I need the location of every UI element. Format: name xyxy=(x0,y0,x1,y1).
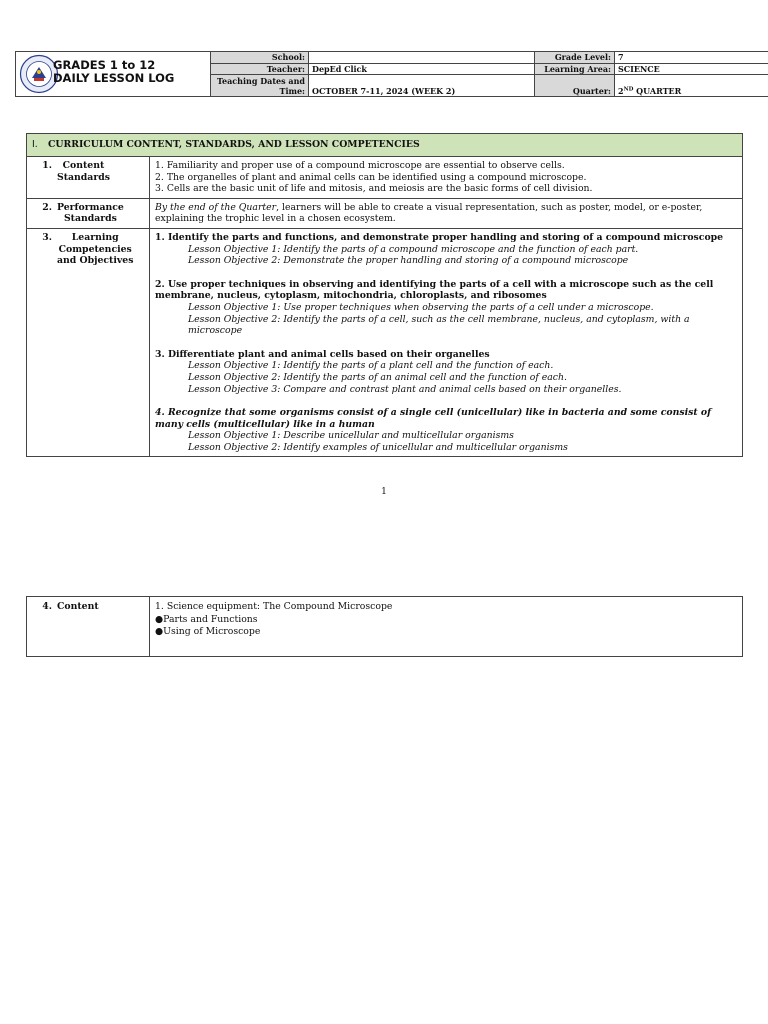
performance-italic-lead: By the end of the Quarter xyxy=(155,201,277,213)
content-standards-row xyxy=(27,157,743,199)
content-standard-3: 3. Cells are the basic unit of life and mitosis, and meiosis are the basic forms of cell division. xyxy=(155,183,593,195)
dates-label xyxy=(211,75,309,97)
content-line-1: 1. Science equipment: The Compound Microscope xyxy=(155,601,393,612)
competencies-label xyxy=(27,228,150,457)
competencies-label-3: and Objectives xyxy=(57,255,134,267)
performance-text-1: , learners will be able to create a visual representation, such as poster, model, or e-poster, xyxy=(276,201,703,213)
competency-4-objective-1: Lesson Objective 1: Describe unicellular and multicellular organisms xyxy=(188,430,514,442)
bullet-icon: ● xyxy=(155,626,164,637)
grade-value: 7 xyxy=(615,52,768,64)
quarter-text: QUARTER xyxy=(633,86,682,96)
content-row xyxy=(27,597,743,657)
competency-2-objective-1: Lesson Objective 1: Use proper techniques when observing the parts of a cell under a microscope. xyxy=(188,301,654,313)
content-label-text: Content xyxy=(57,601,99,612)
list-item xyxy=(155,626,737,639)
competency-2-objective-2a: Lesson Objective 2: Identify the parts of a cell, such as the cell membrane, nucleus, and cytoplasm, with a xyxy=(188,313,690,325)
title-line-1: GRADES 1 to 12 xyxy=(53,58,156,72)
quarter-suffix: ND xyxy=(623,86,634,93)
performance-standards-label-2: Standards xyxy=(63,213,117,225)
teacher-value: DepEd Click xyxy=(309,63,535,75)
curriculum-table xyxy=(26,133,743,457)
quarter-label: Quarter: xyxy=(535,75,615,97)
competencies-text xyxy=(150,228,743,457)
competencies-label-2: Competencies xyxy=(58,243,132,255)
competency-4-heading-1: 4. Recognize that some organisms consist of a single cell (unicellular) like in bacteria and some consist of xyxy=(155,407,712,419)
content-item-2: Using of Microscope xyxy=(163,626,261,637)
performance-text-2: explaining the trophic level in a chosen ecosystem. xyxy=(155,213,396,225)
competency-2-heading-1: 2. Use proper techniques in observing and identifying the parts of a cell with a microscope such as the cell xyxy=(155,278,714,290)
performance-standards-row xyxy=(27,198,743,228)
content-standards-label-2: Standards xyxy=(57,171,110,183)
content-text xyxy=(150,597,743,657)
competency-3-objective-1: Lesson Objective 1: Identify the parts of a plant cell and the function of each. xyxy=(188,360,554,372)
performance-standards-label xyxy=(27,198,150,228)
area-value: SCIENCE xyxy=(615,63,768,75)
title-line-2: DAILY LESSON LOG xyxy=(53,71,175,85)
dates-value: OCTOBER 7-11, 2024 (WEEK 2) xyxy=(309,75,535,97)
school-label: School: xyxy=(211,52,309,64)
competency-3-objective-2: Lesson Objective 2: Identify the parts of an animal cell and the function of each. xyxy=(188,371,567,383)
bullet-icon: ● xyxy=(155,613,164,625)
page-number: 1 xyxy=(381,487,387,497)
content-label xyxy=(27,597,150,657)
section-header xyxy=(27,134,743,157)
competencies-num: 3. xyxy=(42,231,52,243)
performance-standards-label-1: Performance xyxy=(57,201,124,213)
section-title: CURRICULUM CONTENT, STANDARDS, AND LESSON COMPETENCIES xyxy=(48,139,420,151)
competency-3-heading: 3. Differentiate plant and animal cells based on their organelles xyxy=(155,348,490,360)
header-title xyxy=(53,59,174,85)
competency-1-heading: 1. Identify the parts and functions, and demonstrate proper handling and storing of a compound microscope xyxy=(155,231,724,243)
competency-2-objective-2b: microscope xyxy=(188,325,243,337)
school-value xyxy=(309,52,535,64)
performance-standards-num: 2. xyxy=(42,201,52,213)
content-standards-num: 1. xyxy=(42,160,52,171)
lesson-log-header xyxy=(15,51,768,97)
teacher-label: Teacher: xyxy=(211,63,309,75)
competencies-row xyxy=(27,228,743,457)
content-table xyxy=(26,596,743,657)
content-num: 4. xyxy=(42,601,52,612)
header-title-box xyxy=(15,51,212,97)
competency-1-objective-1: Lesson Objective 1: Identify the parts of a compound microscope and the function of each part. xyxy=(188,243,639,255)
quarter-number: 2 xyxy=(618,86,624,96)
competency-1-objective-2: Lesson Objective 2: Demonstrate the proper handling and storing of a compound microscope xyxy=(188,255,629,267)
section-roman: I. xyxy=(32,139,38,151)
quarter-value xyxy=(615,75,768,97)
area-label: Learning Area: xyxy=(535,63,615,75)
competency-4-heading-2: many cells (multicellular) like in a human xyxy=(155,418,375,430)
section-header-row xyxy=(27,134,743,157)
header-info-table xyxy=(210,51,768,97)
competency-2-heading-2: membrane, nucleus, cytoplasm, mitochondria, chloroplasts, and ribosomes xyxy=(155,290,547,302)
performance-standards-text xyxy=(150,198,743,228)
dates-label-line1: Teaching Dates and xyxy=(216,76,305,86)
competency-4-objective-2: Lesson Objective 2: Identify examples of unicellular and multicellular organisms xyxy=(188,441,568,453)
list-item xyxy=(155,614,737,627)
content-standards-label-1: Content xyxy=(62,160,105,171)
competency-3-objective-3: Lesson Objective 3: Compare and contrast plant and animal cells based on their organelles. xyxy=(188,383,622,395)
competencies-label-1: Learning xyxy=(71,231,119,243)
content-item-1: Parts and Functions xyxy=(163,613,258,625)
content-standards-label xyxy=(27,157,150,199)
content-standard-1: 1. Familiarity and proper use of a compound microscope are essential to observe cells. xyxy=(155,160,565,171)
dates-label-line2: Time: xyxy=(279,86,305,96)
content-standard-2: 2. The organelles of plant and animal cells can be identified using a compound microscope. xyxy=(155,171,587,183)
grade-label: Grade Level: xyxy=(535,52,615,64)
content-standards-text xyxy=(150,157,743,199)
